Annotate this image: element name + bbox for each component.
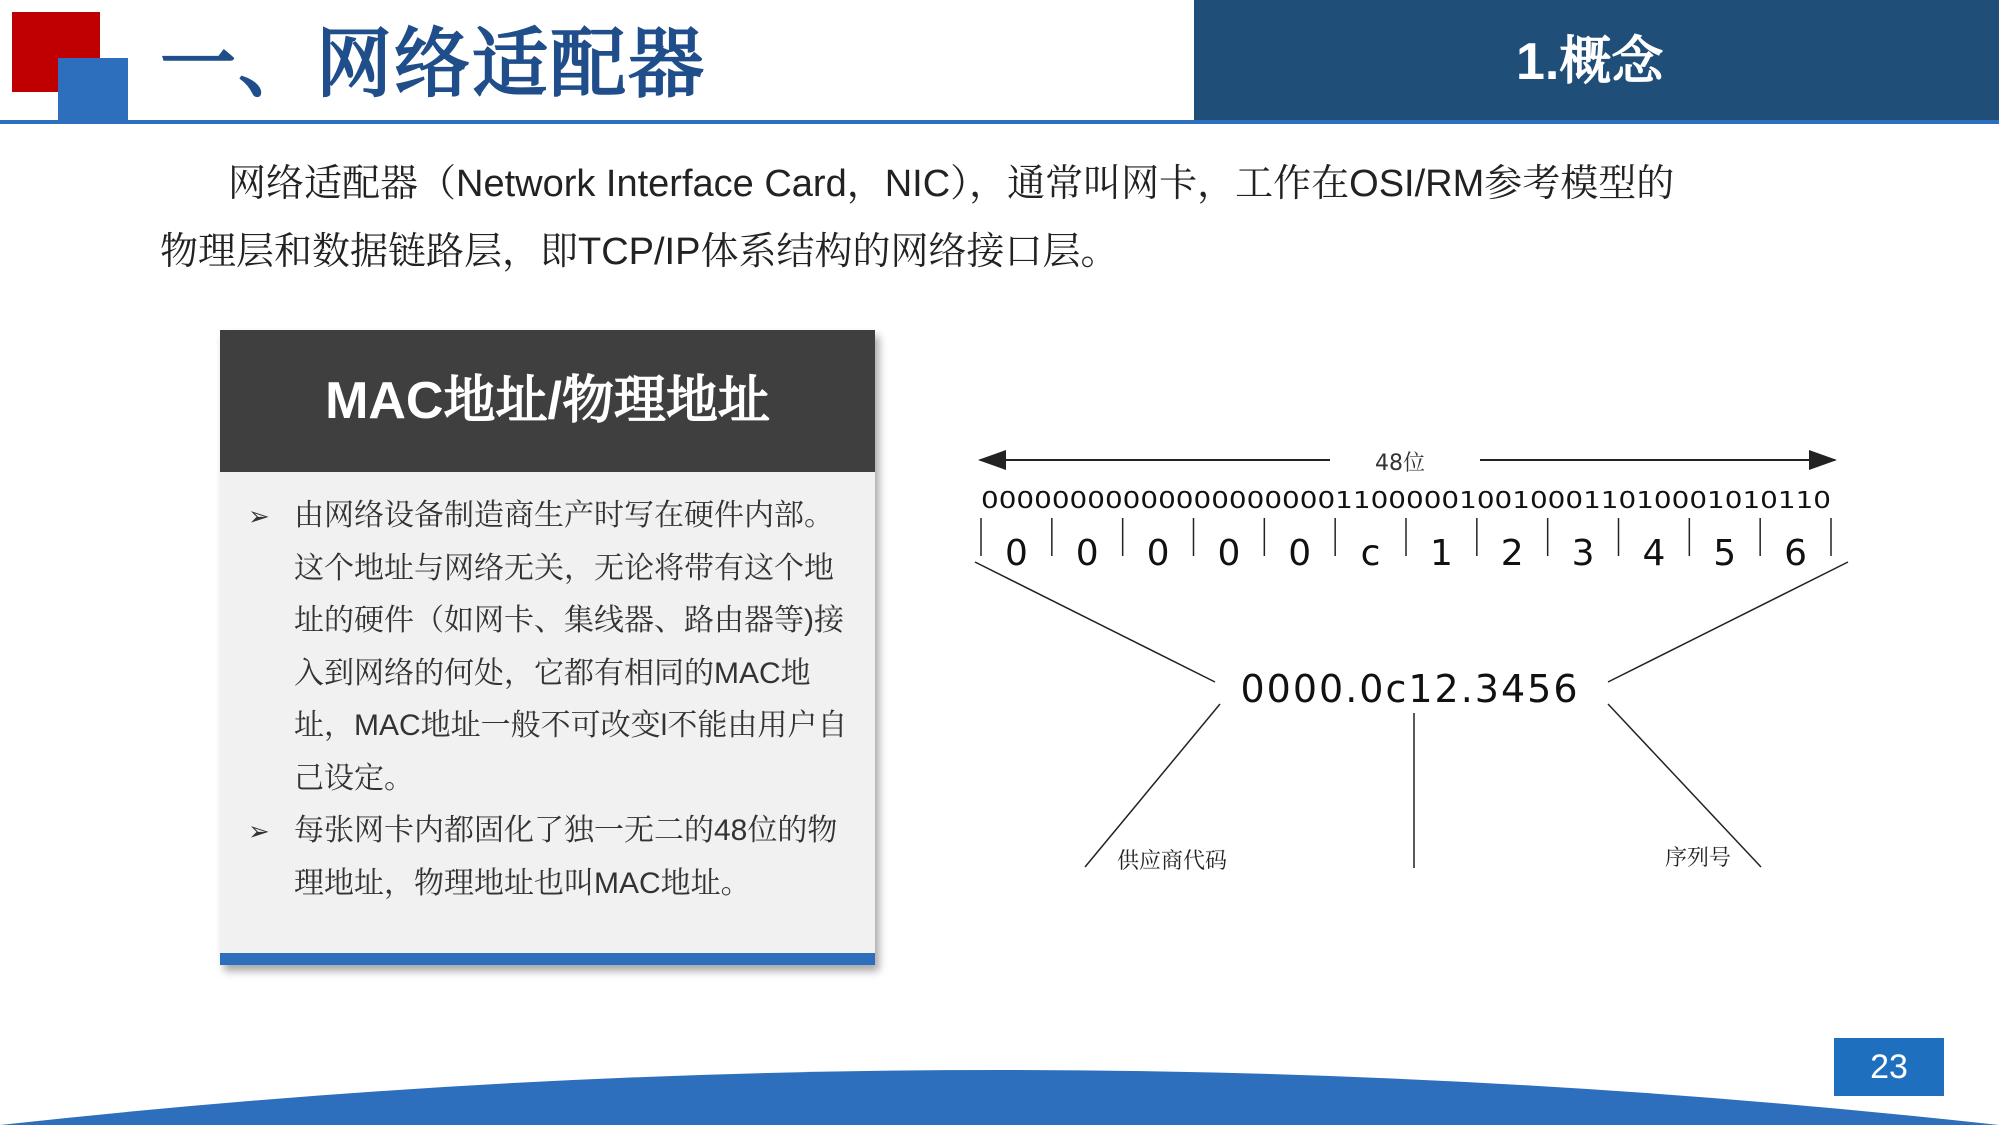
hex-digit: 0 xyxy=(1004,533,1028,574)
arrow-bullet-icon: ➢ xyxy=(248,501,270,531)
hex-digit: 4 xyxy=(1642,533,1666,574)
serial-number-label: 序列号 xyxy=(1664,846,1732,871)
list-item xyxy=(248,805,853,910)
decoration-blue-square xyxy=(58,58,128,120)
section-title: 1.概念 xyxy=(1516,33,1664,91)
card-bottom-bar xyxy=(220,953,875,965)
left-bracket-line xyxy=(975,562,1215,682)
intro-paragraph: 网络适配器（Network Interface Card，NIC），通常叫网卡，工作在OSI/RM参考模型的物理层和数据链路层，即TCP/IP体系结构的网络接口层。 xyxy=(160,163,1675,273)
list-item-text: 每张网卡内都固化了独一无二的48位的物理地址，物理地址也叫MAC地址。 xyxy=(294,814,838,900)
binary-string: 000000000000000000001100000100100011010001010110 xyxy=(981,488,1831,514)
hex-digit: c xyxy=(1360,533,1381,574)
header-divider xyxy=(0,120,1999,124)
page-number: 23 xyxy=(1834,1038,1944,1096)
hex-digit: 5 xyxy=(1713,533,1737,574)
right-bracket-line xyxy=(1608,562,1848,682)
mac-address-card xyxy=(220,330,875,965)
card-header xyxy=(220,330,875,472)
vendor-code-label: 供应商代码 xyxy=(1116,849,1228,874)
hex-digit: 2 xyxy=(1500,533,1524,574)
hex-digit: 0 xyxy=(1288,533,1312,574)
serial-pointer-line xyxy=(1608,704,1761,867)
mac-address-value: 0000.0c12.3456 xyxy=(1240,667,1580,711)
hex-digit: 0 xyxy=(1075,533,1099,574)
slide-title: 一、网络适配器 xyxy=(160,22,706,107)
hex-digit: 1 xyxy=(1429,533,1453,574)
vendor-pointer-line xyxy=(1085,704,1220,867)
section-banner xyxy=(1194,0,1999,120)
arrow-bullet-icon: ➢ xyxy=(248,816,270,846)
hex-digit: 3 xyxy=(1571,533,1595,574)
hex-digit: 0 xyxy=(1146,533,1170,574)
hex-digit: 6 xyxy=(1784,533,1808,574)
card-bullet-list xyxy=(248,490,853,910)
footer-wave xyxy=(0,1045,1999,1125)
bits-label: 48位 xyxy=(1375,451,1425,476)
card-title: MAC地址/物理地址 xyxy=(325,372,770,430)
hex-digit-row xyxy=(981,518,1831,574)
list-item-text: 由网络设备制造商生产时写在硬件内部。这个地址与网络无关，无论将带有这个地址的硬件（如网卡、集线器、路由器等)接入到网络的何处，它都有相同的MAC地址，MAC地址一般不可改变l不能由用户自己设定。 xyxy=(294,499,848,795)
mac-address-diagram xyxy=(960,420,1860,880)
hex-digit: 0 xyxy=(1217,533,1241,574)
list-item xyxy=(248,490,853,805)
